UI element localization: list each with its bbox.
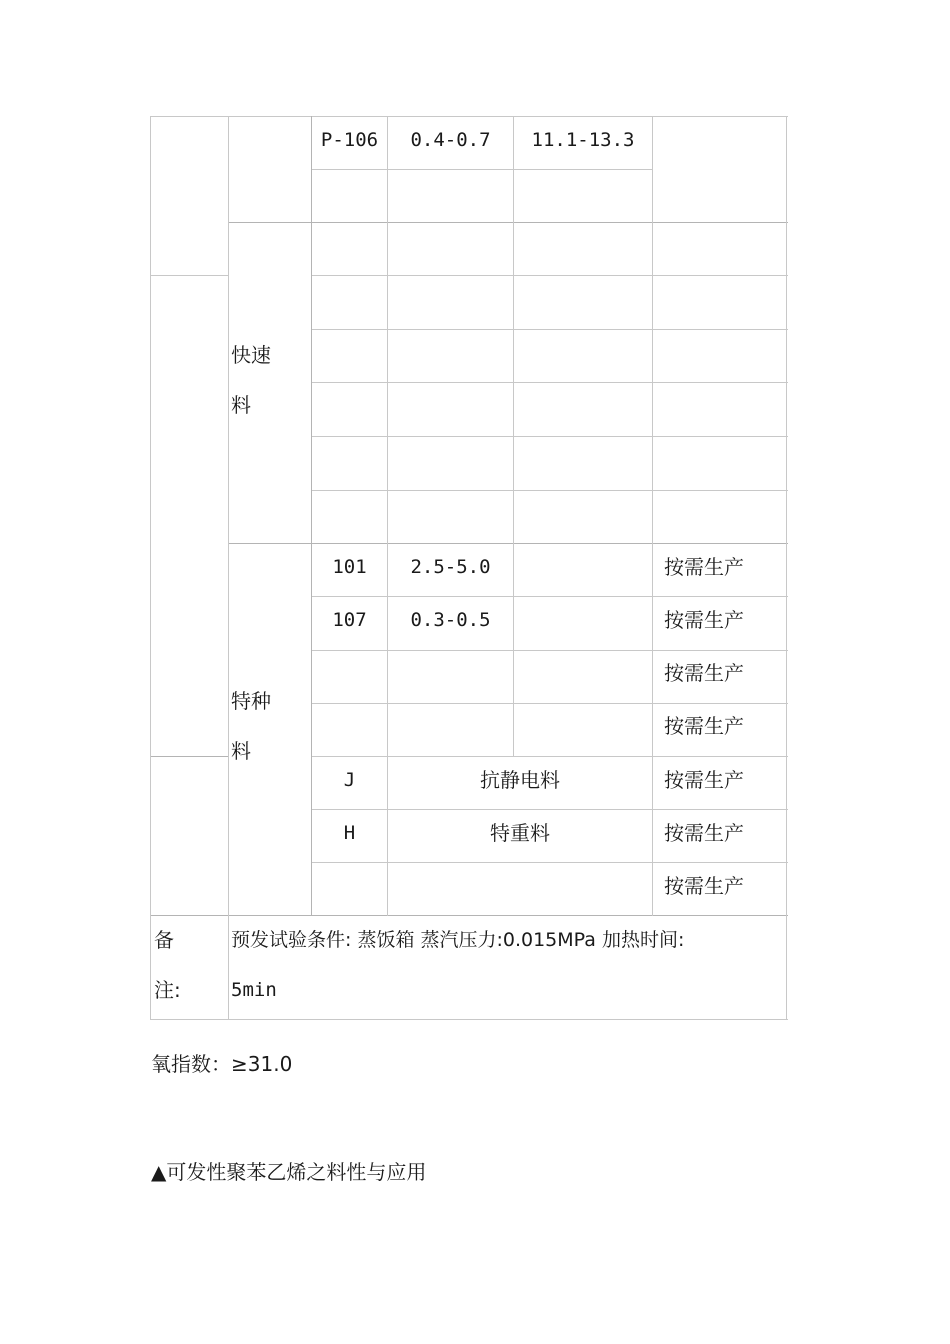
cell-grade: 107 [332,609,367,631]
row-divider [311,436,788,437]
row-divider [311,756,788,757]
col-divider [311,116,312,916]
cell-merged: 抗静电料 [480,768,560,792]
remark-label-line1: 备 [154,928,174,952]
row-divider [311,862,788,863]
table-border-bottom [150,1019,788,1020]
table-border-right [786,116,787,1020]
row-divider [311,382,788,383]
cell-note: 按需生产 [664,821,744,845]
table-border-left [150,116,151,1020]
col-divider [228,116,229,1020]
section-heading: ▲可发性聚苯乙烯之料性与应用 [151,1160,427,1184]
row-divider [311,650,788,651]
cell-grade: P-106 [320,129,379,151]
group-label-special-line1: 特种 [231,689,271,713]
remark-text-line2: 5min [231,979,277,1001]
cell-note: 按需生产 [664,714,744,738]
row-divider [150,275,228,276]
col-divider [513,116,514,757]
cell-grade: J [343,769,356,791]
row-divider [311,596,788,597]
cell-note: 按需生产 [664,608,744,632]
cell-grade: H [343,822,356,844]
group-label-fast-line2: 料 [231,393,251,417]
row-divider [311,169,652,170]
col-divider [387,116,388,916]
row-divider [228,222,788,223]
cell-merged: 特重料 [490,821,550,845]
col-divider [652,116,653,916]
cell-size: 0.3-0.5 [410,609,491,631]
row-divider [311,703,788,704]
row-divider [311,329,788,330]
row-divider [150,915,788,916]
cell-size: 2.5-5.0 [410,556,491,578]
cell-note: 按需生产 [664,768,744,792]
cell-density: 11.1-13.3 [531,129,635,151]
remark-text-line1: 预发试验条件: 蒸饭箱 蒸汽压力:0.015MPa 加热时间: [231,929,685,951]
group-label-special-line2: 料 [231,739,251,763]
remark-label-line2: 注: [154,978,181,1002]
row-divider [311,490,788,491]
group-label-fast-line1: 快速 [231,343,271,367]
row-divider [311,275,788,276]
cell-note: 按需生产 [664,661,744,685]
cell-grade: 101 [332,556,367,578]
oxygen-index: 氧指数：≥31.0 [151,1052,293,1076]
cell-size: 0.4-0.7 [410,129,491,151]
row-divider [228,543,788,544]
cell-note: 按需生产 [664,874,744,898]
row-divider [311,809,788,810]
cell-note: 按需生产 [664,555,744,579]
table-border-top [150,116,788,117]
row-divider [150,756,228,757]
